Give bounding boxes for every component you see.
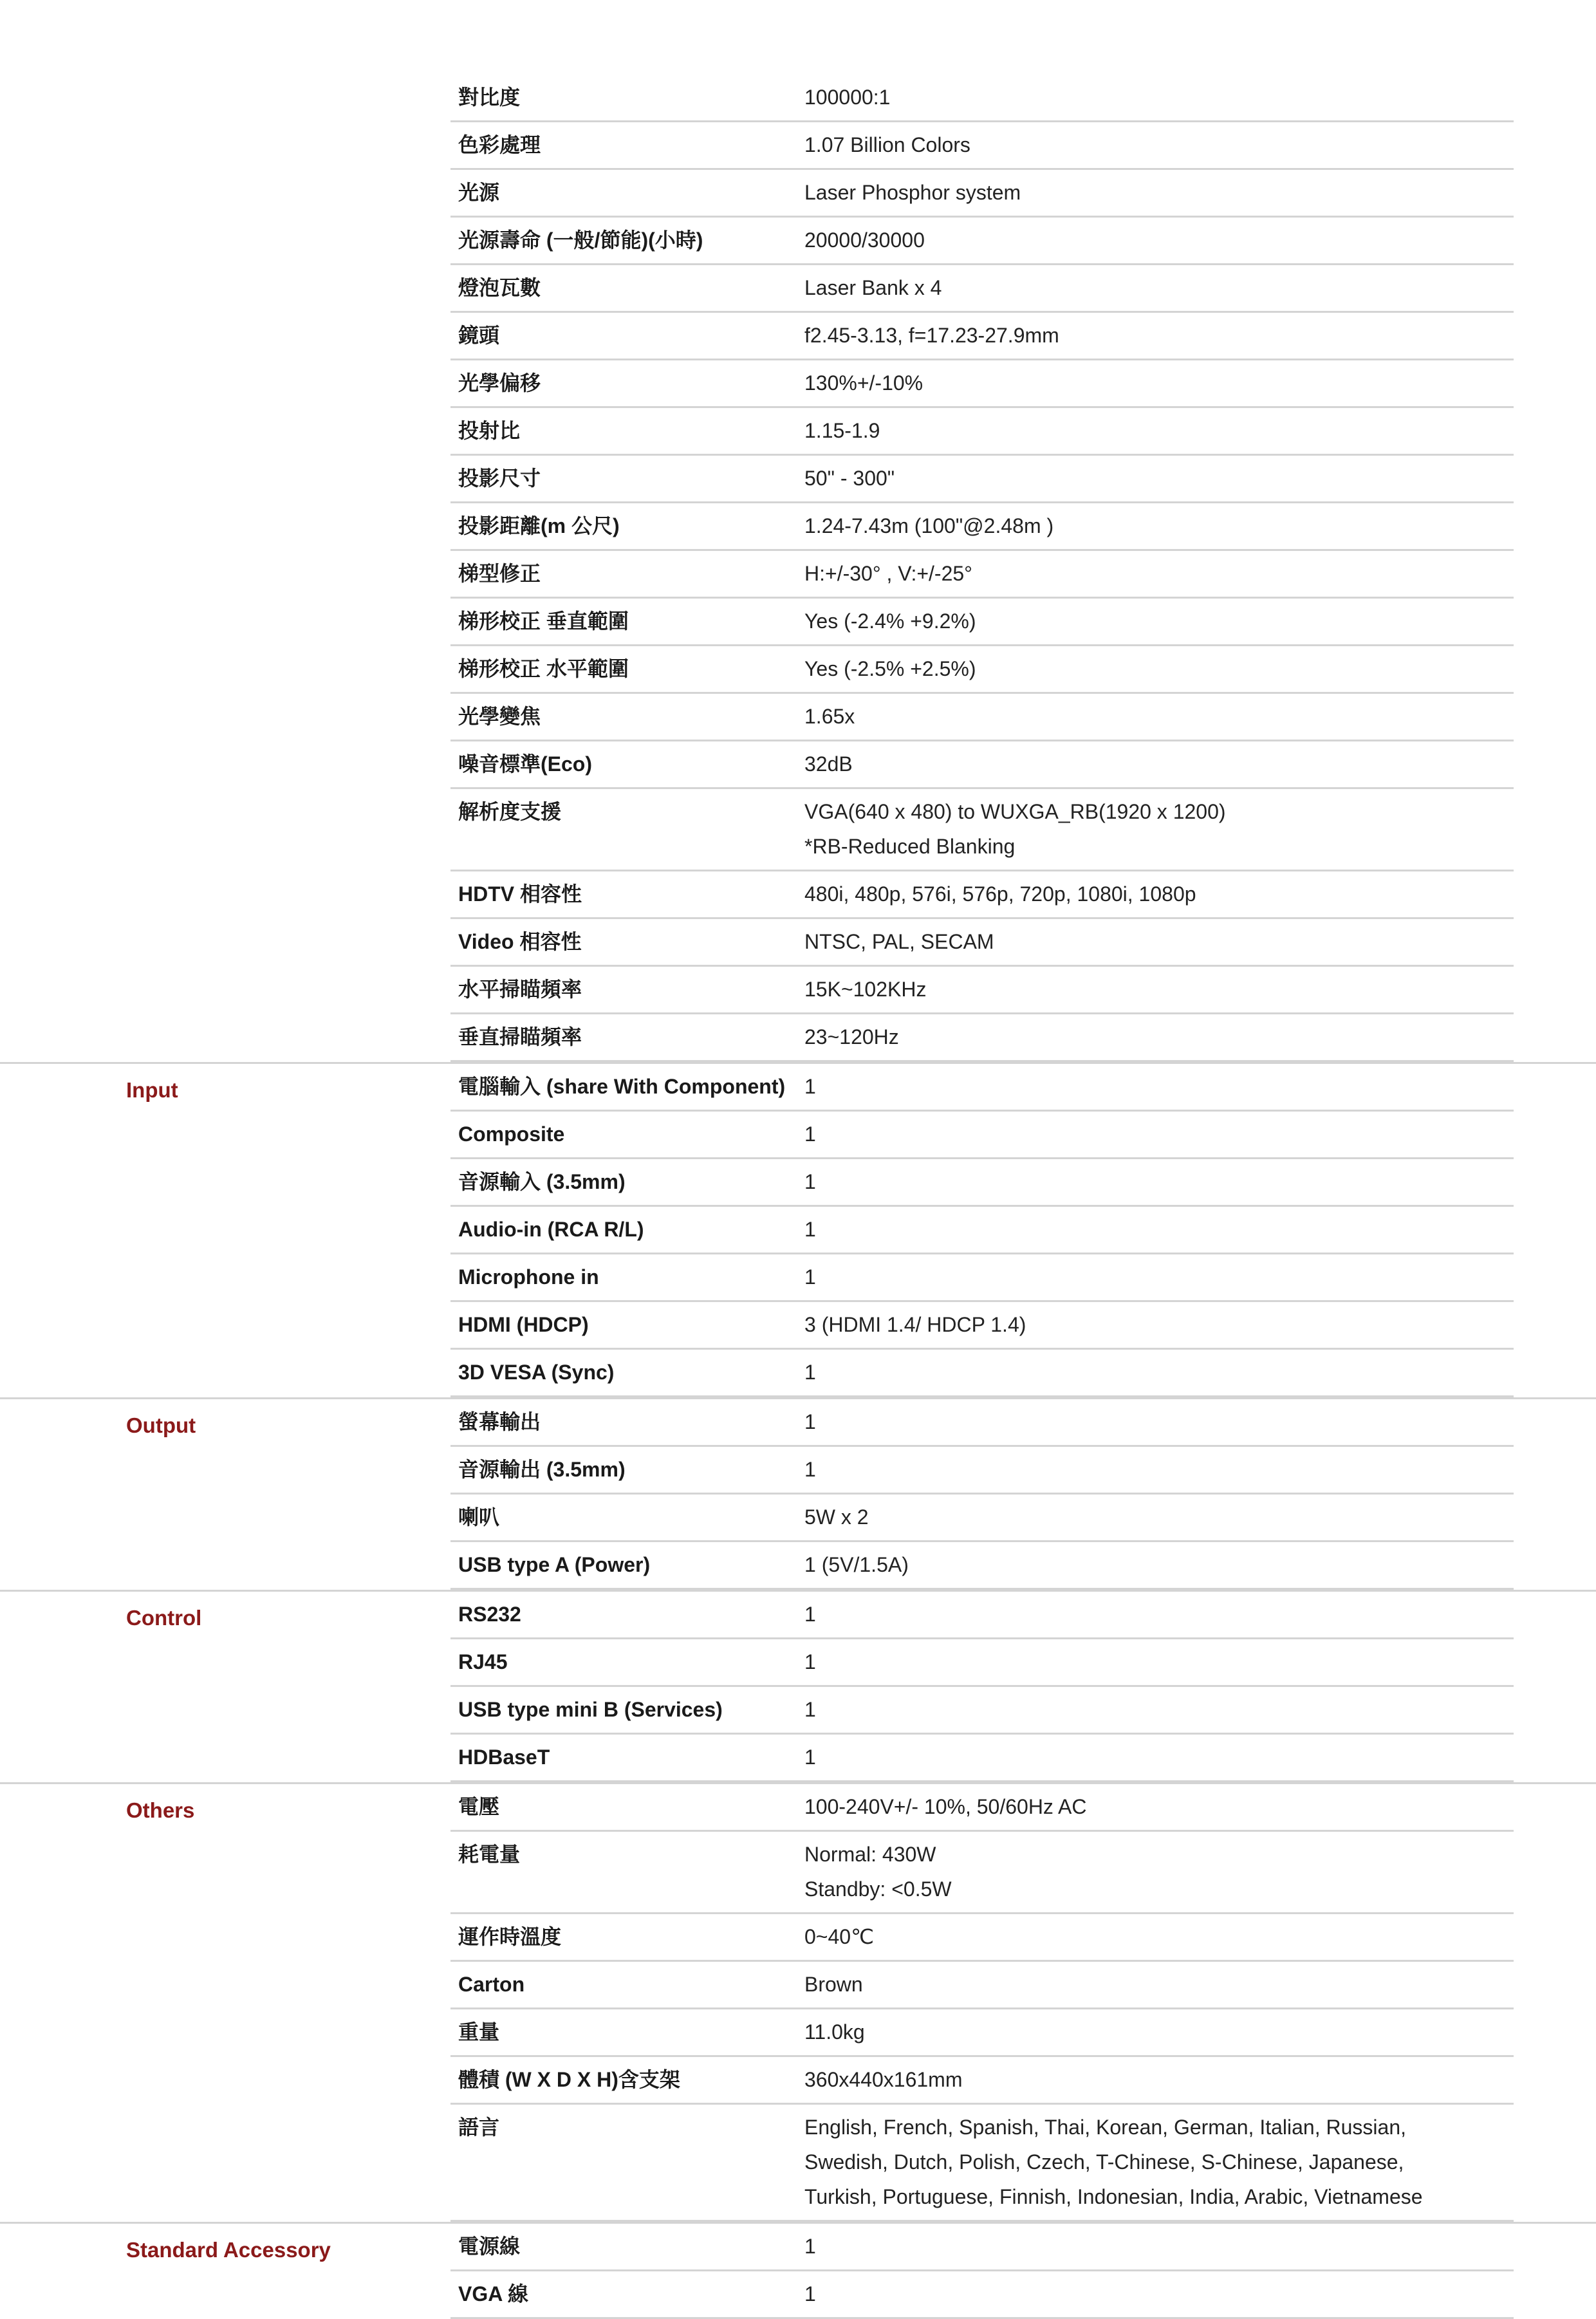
spec-label: 喇叭 xyxy=(458,1505,500,1529)
spec-label: 電源線 xyxy=(458,2235,521,2258)
spec-value xyxy=(804,1452,1514,1487)
spec-value xyxy=(804,508,1514,543)
spec-value xyxy=(804,1740,1514,1774)
spec-row xyxy=(450,1207,1514,1254)
spec-value-line: 1.24-7.43m (100"@2.48m ) xyxy=(804,514,1054,537)
section-category-label: Standard Accessory xyxy=(126,2238,331,2262)
spec-value xyxy=(804,1597,1514,1632)
spec-value xyxy=(804,318,1514,353)
spec-value xyxy=(804,651,1514,686)
spec-row xyxy=(450,1159,1514,1207)
spec-label: 對比度 xyxy=(458,86,521,109)
spec-value xyxy=(804,699,1514,734)
spec-row xyxy=(450,1542,1514,1590)
spec-label: 水平掃瞄頻率 xyxy=(458,978,582,1001)
spec-row xyxy=(450,1064,1514,1112)
spec-value-line: 1 xyxy=(804,1218,816,1241)
spec-value xyxy=(804,747,1514,781)
spec-value xyxy=(804,794,1514,864)
spec-value xyxy=(804,924,1514,959)
spec-label: HDTV 相容性 xyxy=(458,882,582,906)
spec-value-line: 130%+/-10% xyxy=(804,371,923,395)
spec-row xyxy=(450,1399,1514,1447)
spec-value xyxy=(804,1967,1514,2002)
spec-value xyxy=(804,461,1514,496)
spec-value-line: 360x440x161mm xyxy=(804,2068,963,2091)
spec-value-line: Yes (-2.5% +2.5%) xyxy=(804,657,976,680)
spec-label: HDMI (HDCP) xyxy=(458,1313,589,1336)
spec-label: RS232 xyxy=(458,1603,521,1626)
spec-row xyxy=(450,360,1514,408)
spec-row xyxy=(450,313,1514,360)
spec-row xyxy=(450,265,1514,313)
spec-value-line: Swedish, Dutch, Polish, Czech, T-Chinese, S-Chinese, Japanese, xyxy=(804,2150,1404,2174)
spec-label: 色彩處理 xyxy=(458,133,541,156)
spec-label: 重量 xyxy=(458,2020,500,2044)
spec-row xyxy=(450,408,1514,456)
spec-row xyxy=(450,1784,1514,1832)
spec-value xyxy=(804,972,1514,1007)
spec-value-line: 1.07 Billion Colors xyxy=(804,133,970,156)
section-category-label: Others xyxy=(126,1798,195,1822)
spec-value-line: 100000:1 xyxy=(804,86,891,109)
spec-label: 解析度支援 xyxy=(458,800,562,823)
spec-value-line: 20000/30000 xyxy=(804,228,925,252)
spec-value xyxy=(804,556,1514,591)
spec-label: 垂直掃瞄頻率 xyxy=(458,1025,582,1048)
spec-value-line: Brown xyxy=(804,1973,863,1996)
spec-value-line: NTSC, PAL, SECAM xyxy=(804,930,994,953)
spec-value xyxy=(804,1117,1514,1151)
spec-row xyxy=(450,551,1514,599)
spec-label: Composite xyxy=(458,1122,565,1146)
spec-value-line: 1 xyxy=(804,1458,816,1481)
spec-label: 運作時溫度 xyxy=(458,1925,562,1948)
spec-row xyxy=(450,2271,1514,2319)
spec-row xyxy=(450,1495,1514,1542)
spec-label: 投影距離(m 公尺) xyxy=(458,514,620,537)
spec-row xyxy=(450,170,1514,218)
spec-row xyxy=(450,1350,1514,1397)
spec-row xyxy=(450,1014,1514,1062)
spec-row xyxy=(450,456,1514,503)
spec-row xyxy=(450,1914,1514,1962)
spec-value xyxy=(804,1212,1514,1247)
spec-label: RJ45 xyxy=(458,1650,508,1673)
spec-value xyxy=(804,1837,1514,1906)
spec-value xyxy=(804,1789,1514,1824)
spec-row xyxy=(450,122,1514,170)
spec-label: 音源輸出 (3.5mm) xyxy=(458,1458,626,1481)
spec-row xyxy=(450,1302,1514,1350)
spec-value-line: 23~120Hz xyxy=(804,1025,899,1048)
spec-row xyxy=(450,741,1514,789)
spec-value-line: 15K~102KHz xyxy=(804,978,927,1001)
spec-row xyxy=(450,75,1514,122)
spec-row xyxy=(450,1735,1514,1782)
spec-value xyxy=(804,1404,1514,1439)
spec-value-line: Yes (-2.4% +9.2%) xyxy=(804,610,976,633)
spec-label: 梯型修正 xyxy=(458,562,541,585)
spec-value xyxy=(804,366,1514,400)
spec-section xyxy=(0,1782,1596,2222)
spec-value xyxy=(804,2277,1514,2311)
spec-value xyxy=(804,1020,1514,1054)
spec-row xyxy=(450,1832,1514,1914)
spec-value-line: Normal: 430W xyxy=(804,1843,936,1866)
spec-label: 梯形校正 水平範圍 xyxy=(458,657,629,680)
spec-value-line: 1.15-1.9 xyxy=(804,419,880,442)
spec-value xyxy=(804,270,1514,305)
spec-value xyxy=(804,1644,1514,1679)
spec-value-line: f2.45-3.13, f=17.23-27.9mm xyxy=(804,324,1059,347)
spec-value-line: 1 xyxy=(804,2282,816,2305)
spec-label: VGA 線 xyxy=(458,2282,529,2305)
spec-row xyxy=(450,2224,1514,2271)
spec-value-line: 1 xyxy=(804,1170,816,1193)
spec-row xyxy=(450,1447,1514,1495)
spec-value-line: 50" - 300" xyxy=(804,467,895,490)
spec-value-line: 1.65x xyxy=(804,705,855,728)
spec-row xyxy=(450,2105,1514,2222)
spec-label: 光學偏移 xyxy=(458,371,541,395)
spec-value xyxy=(804,1919,1514,1954)
spec-row xyxy=(450,1962,1514,2009)
spec-value xyxy=(804,1069,1514,1104)
spec-row xyxy=(450,789,1514,871)
spec-value xyxy=(804,1260,1514,1294)
spec-value xyxy=(804,1692,1514,1727)
spec-label: 噪音標準(Eco) xyxy=(458,752,593,776)
spec-value-line: English, French, Spanish, Thai, Korean, German, Italian, Russian, xyxy=(804,2116,1406,2139)
spec-value xyxy=(804,413,1514,448)
spec-value-line: 1 xyxy=(804,1122,816,1146)
spec-value xyxy=(804,127,1514,162)
spec-value-line: 11.0kg xyxy=(804,2020,865,2044)
spec-value xyxy=(804,1547,1514,1582)
spec-value-line: 1 xyxy=(804,1265,816,1289)
spec-value-line: 1 xyxy=(804,1650,816,1673)
spec-label: 螢幕輸出 xyxy=(458,1410,541,1433)
spec-row xyxy=(450,1254,1514,1302)
spec-value xyxy=(804,1164,1514,1199)
spec-section xyxy=(0,1062,1596,1397)
spec-label: 電腦輸入 (share With Component) xyxy=(458,1075,786,1098)
spec-row xyxy=(450,2057,1514,2105)
spec-section xyxy=(0,75,1596,1062)
spec-row xyxy=(450,599,1514,646)
spec-section xyxy=(0,1397,1596,1590)
spec-label: 音源輸入 (3.5mm) xyxy=(458,1170,626,1193)
spec-value xyxy=(804,2015,1514,2049)
spec-row xyxy=(450,1687,1514,1735)
spec-label: 體積 (W X D X H)含支架 xyxy=(458,2068,680,2091)
spec-value-line: 1 xyxy=(804,1410,816,1433)
spec-label: Audio-in (RCA R/L) xyxy=(458,1218,644,1241)
spec-value-line: H:+/-30° , V:+/-25° xyxy=(804,562,972,585)
spec-label: 光源壽命 (一般/節能)(小時) xyxy=(458,228,703,252)
spec-label: Carton xyxy=(458,1973,525,1996)
spec-value xyxy=(804,1500,1514,1534)
spec-label: 鏡頭 xyxy=(458,324,500,347)
spec-label: 3D VESA (Sync) xyxy=(458,1361,615,1384)
spec-label: 燈泡瓦數 xyxy=(458,276,541,299)
spec-value-line: 5W x 2 xyxy=(804,1505,869,1529)
spec-value xyxy=(804,2110,1514,2214)
spec-label: 耗電量 xyxy=(458,1843,521,1866)
spec-section xyxy=(0,2222,1596,2319)
spec-value-line: *RB-Reduced Blanking xyxy=(804,835,1016,858)
spec-value xyxy=(804,175,1514,210)
spec-row xyxy=(450,218,1514,265)
spec-value-line: 1 xyxy=(804,1746,816,1769)
spec-value xyxy=(804,223,1514,257)
spec-table xyxy=(0,75,1596,2319)
section-category-label: Output xyxy=(126,1413,196,1437)
spec-value-line: 100-240V+/- 10%, 50/60Hz AC xyxy=(804,1795,1087,1818)
spec-row xyxy=(450,871,1514,919)
spec-label: 投影尺寸 xyxy=(458,467,541,490)
spec-value-line: 0~40℃ xyxy=(804,1925,875,1948)
spec-value xyxy=(804,2062,1514,2097)
spec-value-line: Laser Bank x 4 xyxy=(804,276,942,299)
spec-value-line: 1 xyxy=(804,1361,816,1384)
spec-label: 梯形校正 垂直範圍 xyxy=(458,610,629,633)
spec-row xyxy=(450,1112,1514,1159)
section-category-label: Control xyxy=(126,1606,202,1630)
spec-value-line: 32dB xyxy=(804,752,853,776)
spec-value-line: 1 (5V/1.5A) xyxy=(804,1553,909,1576)
spec-value-line: 3 (HDMI 1.4/ HDCP 1.4) xyxy=(804,1313,1026,1336)
spec-label: USB type A (Power) xyxy=(458,1553,651,1576)
spec-row xyxy=(450,694,1514,741)
spec-row xyxy=(450,2009,1514,2057)
spec-value-line: 1 xyxy=(804,2235,816,2258)
spec-row xyxy=(450,646,1514,694)
spec-label: 光學變焦 xyxy=(458,705,541,728)
spec-label: HDBaseT xyxy=(458,1746,550,1769)
spec-value-line: 480i, 480p, 576i, 576p, 720p, 1080i, 1080p xyxy=(804,882,1196,906)
spec-label: 語言 xyxy=(458,2116,500,2139)
spec-label: Microphone in xyxy=(458,1265,599,1289)
spec-value xyxy=(804,1355,1514,1390)
spec-label: 投射比 xyxy=(458,419,521,442)
spec-label: 光源 xyxy=(458,181,500,204)
spec-row xyxy=(450,1639,1514,1687)
spec-value xyxy=(804,1307,1514,1342)
spec-label: USB type mini B (Services) xyxy=(458,1698,723,1721)
spec-value-line: Standby: <0.5W xyxy=(804,1877,952,1901)
spec-label: Video 相容性 xyxy=(458,930,582,953)
spec-label: 電壓 xyxy=(458,1795,500,1818)
spec-section xyxy=(0,1590,1596,1782)
spec-row xyxy=(450,967,1514,1014)
spec-value-line: Turkish, Portuguese, Finnish, Indonesian, India, Arabic, Vietnamese xyxy=(804,2185,1423,2208)
spec-value-line: Laser Phosphor system xyxy=(804,181,1021,204)
spec-row xyxy=(450,503,1514,551)
spec-value-line: 1 xyxy=(804,1698,816,1721)
spec-row xyxy=(450,1592,1514,1639)
spec-value xyxy=(804,80,1514,115)
spec-value-line: VGA(640 x 480) to WUXGA_RB(1920 x 1200) xyxy=(804,800,1226,823)
spec-value xyxy=(804,877,1514,911)
section-category-label: Input xyxy=(126,1078,178,1102)
spec-row xyxy=(450,919,1514,967)
spec-value-line: 1 xyxy=(804,1075,816,1098)
spec-value-line: 1 xyxy=(804,1603,816,1626)
spec-value xyxy=(804,604,1514,638)
